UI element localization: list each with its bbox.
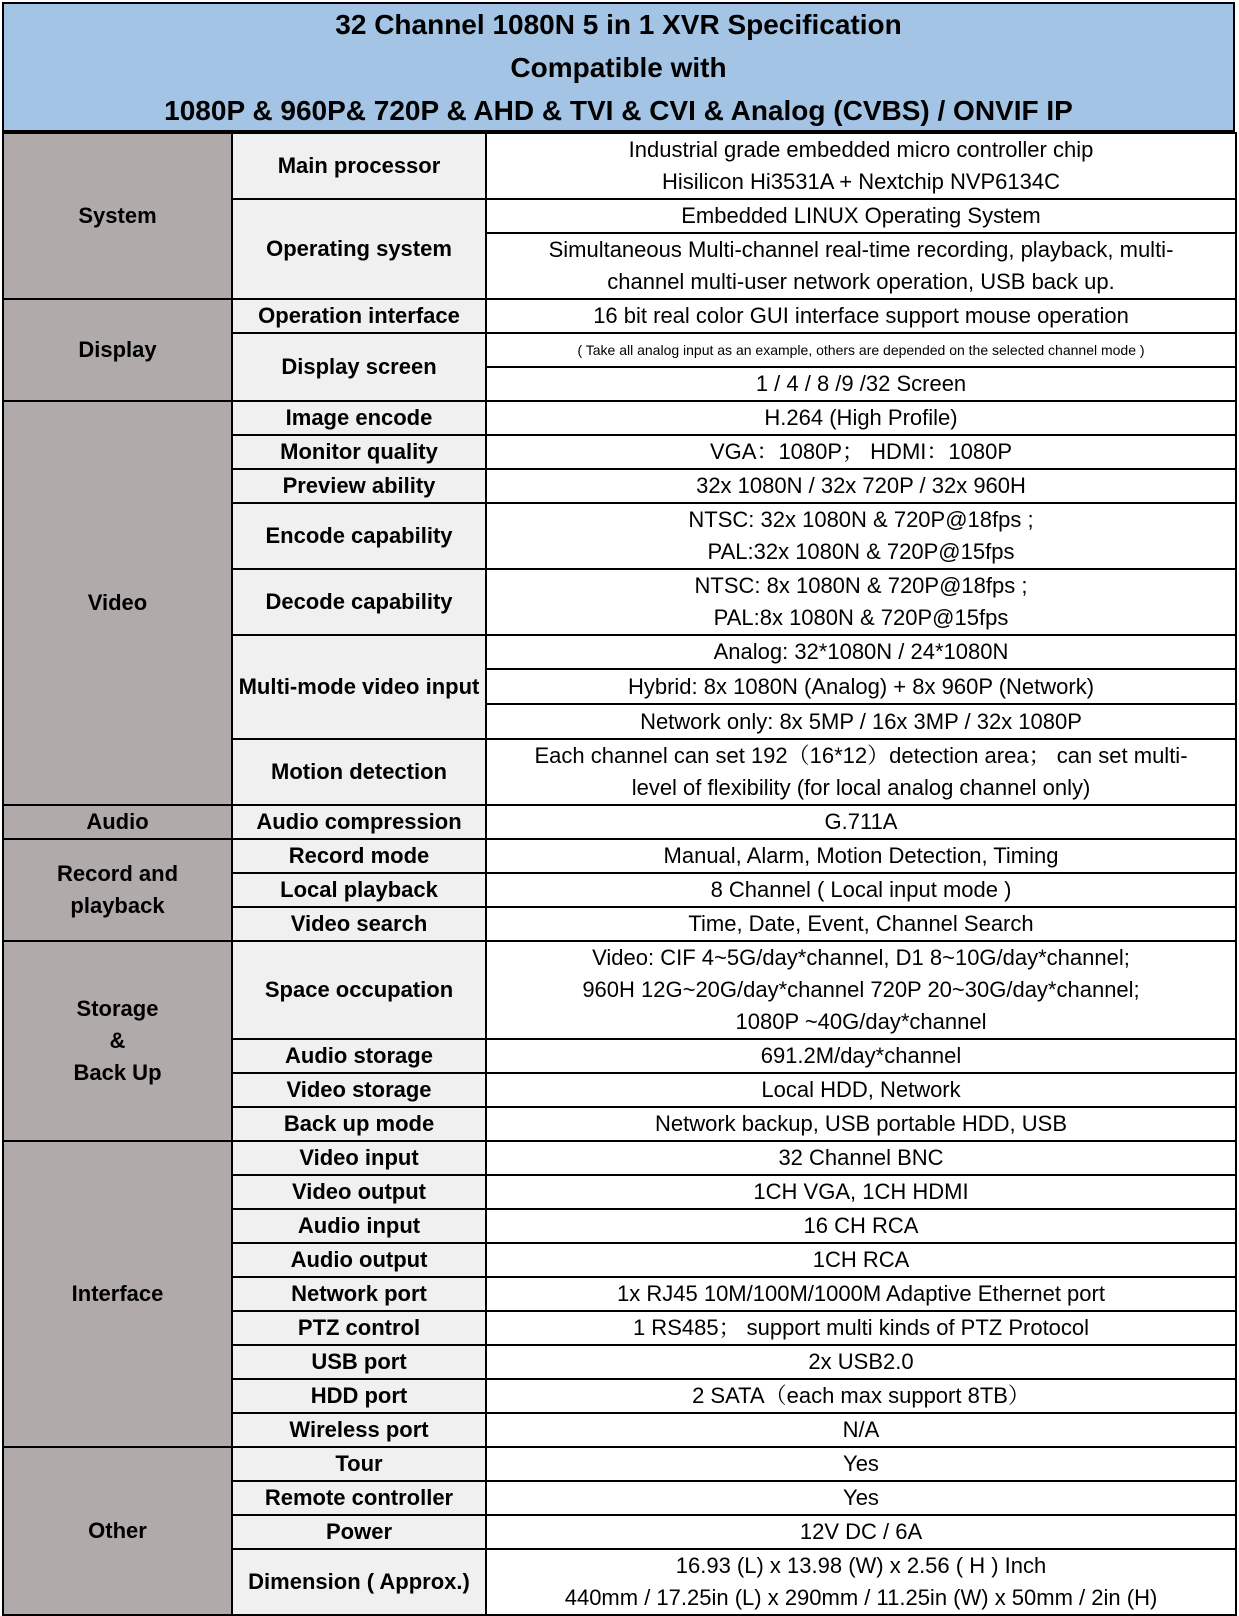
value-network-port: 1x RJ45 10M/100M/1000M Adaptive Ethernet port xyxy=(486,1277,1236,1311)
value-usb-port: 2x USB2.0 xyxy=(486,1345,1236,1379)
value-line: 16.93 (L) x 13.98 (W) x 2.56 ( H ) Inch xyxy=(675,1553,1047,1578)
value-decode-capability xyxy=(486,569,1236,635)
value-line: Simultaneous Multi-channel real-time recording, playback, multi- xyxy=(548,237,1174,262)
feature-image-encode: Image encode xyxy=(232,401,486,435)
feature-record-mode: Record mode xyxy=(232,839,486,873)
feature-operation-interface: Operation interface xyxy=(232,299,486,333)
feature-video-output: Video output xyxy=(232,1175,486,1209)
value-record-mode: Manual, Alarm, Motion Detection, Timing xyxy=(486,839,1236,873)
spec-title xyxy=(2,2,1235,132)
title-line-1: 32 Channel 1080N 5 in 1 XVR Specification xyxy=(335,8,902,40)
feature-ptz-control: PTZ control xyxy=(232,1311,486,1345)
table-row xyxy=(3,133,1236,199)
category-record-playback: Record and playback xyxy=(3,839,232,941)
feature-main-processor: Main processor xyxy=(232,133,486,199)
value-ptz-control: 1 RS485； support multi kinds of PTZ Protocol xyxy=(486,1311,1236,1345)
feature-usb-port: USB port xyxy=(232,1345,486,1379)
feature-power: Power xyxy=(232,1515,486,1549)
title-line-3: 1080P & 960P& 720P & AHD & TVI & CVI & Analog (CVBS) / ONVIF IP xyxy=(164,94,1073,126)
table-row xyxy=(3,401,1236,435)
value-video-storage: Local HDD, Network xyxy=(486,1073,1236,1107)
feature-hdd-port: HDD port xyxy=(232,1379,486,1413)
value-main-processor xyxy=(486,133,1236,199)
feature-encode-capability: Encode capability xyxy=(232,503,486,569)
category-system: System xyxy=(3,133,232,299)
table-row xyxy=(3,805,1236,839)
spec-table xyxy=(2,132,1237,1616)
category-display: Display xyxy=(3,299,232,401)
value-space-occupation xyxy=(486,941,1236,1039)
feature-dimension: Dimension ( Approx.) xyxy=(232,1549,486,1615)
feature-decode-capability: Decode capability xyxy=(232,569,486,635)
feature-local-playback: Local playback xyxy=(232,873,486,907)
value-operation-interface: 16 bit real color GUI interface support mouse operation xyxy=(486,299,1236,333)
category-line: Storage xyxy=(76,996,159,1021)
value-power: 12V DC / 6A xyxy=(486,1515,1236,1549)
feature-multi-mode-video-input: Multi-mode video input xyxy=(232,635,486,739)
table-row xyxy=(3,941,1236,1039)
feature-operating-system: Operating system xyxy=(232,199,486,299)
value-line: 440mm / 17.25in (L) x 290mm / 11.25in (W) x 50mm / 2in (H) xyxy=(564,1585,1158,1610)
table-row xyxy=(3,1447,1236,1481)
category-audio: Audio xyxy=(3,805,232,839)
value-line: PAL:8x 1080N & 720P@15fps xyxy=(713,605,1009,630)
value-motion-detection xyxy=(486,739,1236,805)
value-wireless-port: N/A xyxy=(486,1413,1236,1447)
value-line: Industrial grade embedded micro controller chip xyxy=(628,137,1094,162)
value-encode-capability xyxy=(486,503,1236,569)
value-image-encode: H.264 (High Profile) xyxy=(486,401,1236,435)
value-line: level of flexibility (for local analog channel only) xyxy=(631,775,1091,800)
value-backup-mode: Network backup, USB portable HDD, USB xyxy=(486,1107,1236,1141)
value-audio-output: 1CH RCA xyxy=(486,1243,1236,1277)
value-line: NTSC: 8x 1080N & 720P@18fps ; xyxy=(694,573,1028,598)
value-display-screen: 1 / 4 / 8 /9 /32 Screen xyxy=(486,367,1236,401)
category-storage-backup xyxy=(3,941,232,1141)
value-display-screen-note: ( Take all analog input as an example, others are depended on the selected channel mode ) xyxy=(486,333,1236,367)
value-audio-storage: 691.2M/day*channel xyxy=(486,1039,1236,1073)
value-audio-input: 16 CH RCA xyxy=(486,1209,1236,1243)
category-video: Video xyxy=(3,401,232,805)
value-remote-controller: Yes xyxy=(486,1481,1236,1515)
table-row xyxy=(3,1141,1236,1175)
value-multi-mode-network: Network only: 8x 5MP / 16x 3MP / 32x 1080P xyxy=(486,704,1236,739)
feature-backup-mode: Back up mode xyxy=(232,1107,486,1141)
feature-audio-storage: Audio storage xyxy=(232,1039,486,1073)
value-tour: Yes xyxy=(486,1447,1236,1481)
value-multi-mode-hybrid: Hybrid: 8x 1080N (Analog) + 8x 960P (Network) xyxy=(486,669,1236,704)
value-video-search: Time, Date, Event, Channel Search xyxy=(486,907,1236,941)
feature-space-occupation: Space occupation xyxy=(232,941,486,1039)
value-line: NTSC: 32x 1080N & 720P@18fps ; xyxy=(688,507,1034,532)
value-dimension xyxy=(486,1549,1236,1615)
value-audio-compression: G.711A xyxy=(486,805,1236,839)
feature-wireless-port: Wireless port xyxy=(232,1413,486,1447)
category-line: & xyxy=(109,1028,126,1053)
category-line: Back Up xyxy=(73,1060,162,1085)
feature-display-screen: Display screen xyxy=(232,333,486,401)
feature-network-port: Network port xyxy=(232,1277,486,1311)
feature-video-input: Video input xyxy=(232,1141,486,1175)
value-operating-system: Embedded LINUX Operating System xyxy=(486,199,1236,233)
value-line: channel multi-user network operation, USB back up. xyxy=(607,269,1115,294)
value-preview-ability: 32x 1080N / 32x 720P / 32x 960H xyxy=(486,469,1236,503)
feature-audio-input: Audio input xyxy=(232,1209,486,1243)
feature-video-search: Video search xyxy=(232,907,486,941)
title-line-2: Compatible with xyxy=(510,51,727,83)
feature-preview-ability: Preview ability xyxy=(232,469,486,503)
feature-tour: Tour xyxy=(232,1447,486,1481)
category-interface: Interface xyxy=(3,1141,232,1447)
table-row xyxy=(3,299,1236,333)
value-line: 1080P ~40G/day*channel xyxy=(735,1009,987,1034)
value-line: PAL:32x 1080N & 720P@15fps xyxy=(707,539,1015,564)
table-row xyxy=(3,839,1236,873)
value-monitor-quality: VGA：1080P； HDMI：1080P xyxy=(486,435,1236,469)
feature-audio-output: Audio output xyxy=(232,1243,486,1277)
value-line: Hisilicon Hi3531A + Nextchip NVP6134C xyxy=(661,169,1061,194)
value-video-output: 1CH VGA, 1CH HDMI xyxy=(486,1175,1236,1209)
value-local-playback: 8 Channel ( Local input mode ) xyxy=(486,873,1236,907)
value-multi-mode-analog: Analog: 32*1080N / 24*1080N xyxy=(486,635,1236,669)
category-other: Other xyxy=(3,1447,232,1615)
feature-remote-controller: Remote controller xyxy=(232,1481,486,1515)
value-hdd-port: 2 SATA（each max support 8TB） xyxy=(486,1379,1236,1413)
feature-audio-compression: Audio compression xyxy=(232,805,486,839)
value-video-input: 32 Channel BNC xyxy=(486,1141,1236,1175)
value-line: Video: CIF 4~5G/day*channel, D1 8~10G/day*channel; xyxy=(592,945,1130,970)
feature-monitor-quality: Monitor quality xyxy=(232,435,486,469)
value-line: 960H 12G~20G/day*channel 720P 20~30G/day*channel; xyxy=(582,977,1140,1002)
value-operating-system-detail xyxy=(486,233,1236,299)
feature-video-storage: Video storage xyxy=(232,1073,486,1107)
value-line: Each channel can set 192（16*12）detection area； can set multi- xyxy=(534,743,1188,768)
feature-motion-detection: Motion detection xyxy=(232,739,486,805)
